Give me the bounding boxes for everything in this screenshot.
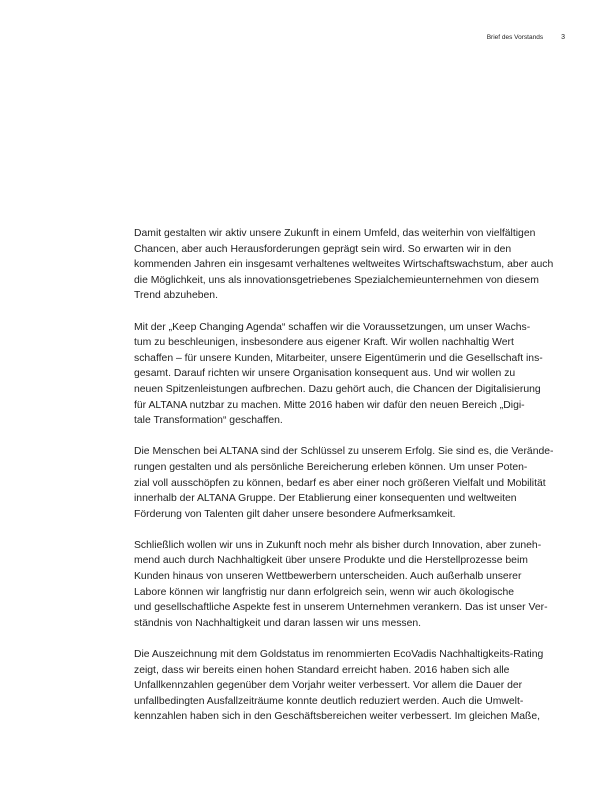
text-line: Labore können wir langfristig nur dann erfolgreich sein, wenn wir auch ökologische xyxy=(134,586,515,598)
text-line: tale Transformation“ geschaffen. xyxy=(134,415,283,427)
text-line: ständnis von Nachhaltigkeit und daran lassen wir uns messen. xyxy=(134,617,422,629)
text-line: Schließlich wollen wir uns in Zukunft noch mehr als bisher durch Innovation, aber zuneh- xyxy=(134,539,542,551)
page-number: 3 xyxy=(561,34,565,41)
text-line: und gesellschaftliche Aspekte fest in unserem Unternehmen verankern. Das ist unser Ver- xyxy=(134,602,548,614)
text-line: für ALTANA nutzbar zu machen. Mitte 2016 haben wir dafür den neuen Bereich „Digi- xyxy=(134,399,525,411)
text-line: Mit der „Keep Changing Agenda“ schaffen wir die Voraussetzungen, um unser Wachs- xyxy=(134,321,531,333)
paragraph xyxy=(134,226,554,304)
text-line: Damit gestalten wir aktiv unsere Zukunft in einem Umfeld, das weiterhin von vielfältigen xyxy=(134,228,536,239)
text-line: Kunden hinaus von unseren Wettbewerbern unterscheiden. Auch außerhalb unserer xyxy=(134,571,522,583)
paragraph xyxy=(134,444,554,522)
text-line: innerhalb der ALTANA Gruppe. Der Etablierung einer konsequenten und weltweiten xyxy=(134,493,517,505)
text-line: zeigt, dass wir bereits einen hohen Standard erreicht haben. 2016 haben sich alle xyxy=(134,664,510,676)
paragraph xyxy=(134,538,548,632)
text-line: tum zu beschleunigen, insbesondere aus eigener Kraft. Wir wollen nachhaltig Wert xyxy=(134,337,514,349)
text-line: kommenden Jahren ein insgesamt verhaltenes weltweites Wirtschaftswachstum, aber auch xyxy=(134,259,554,271)
text-line: rungen gestalten und als persönliche Bereicherung erleben können. Um unser Poten- xyxy=(134,461,528,473)
text-line: mend auch durch Nachhaltigkeit über unsere Produkte und die Herstellprozesse beim xyxy=(134,555,528,567)
text-line: Die Auszeichnung mit dem Goldstatus im renommierten EcoVadis Nachhaltigkeits-Rating xyxy=(134,649,544,661)
letter-body xyxy=(134,226,554,741)
text-line: zial voll ausschöpfen zu können, bedarf es aber einer noch größeren Vielfalt und Mobilität xyxy=(134,477,546,489)
text-line: schaffen – für unsere Kunden, Mitarbeiter, unsere Eigentümerin und die Gesellschaft ins- xyxy=(134,352,543,364)
text-line: Unfallkennzahlen gegenüber dem Vorjahr weiter verbessert. Vor allem die Dauer der xyxy=(134,680,523,692)
text-line: unfallbedingten Ausfallzeiträume konnte deutlich reduziert werden. Auch die Umwelt- xyxy=(134,695,524,707)
paragraph xyxy=(134,320,543,429)
text-line: Chancen, aber auch Herausforderungen geprägt sein wird. So erwarten wir in den xyxy=(134,243,512,255)
section-title: Brief des Vorstands xyxy=(486,34,544,41)
paragraph xyxy=(134,647,544,725)
page-header xyxy=(487,34,565,41)
text-line: Trend abzuheben. xyxy=(134,290,218,302)
text-line: kennzahlen haben sich in den Geschäftsbereichen weiter verbessert. Im gleichen Maße, xyxy=(134,711,541,723)
text-line: gesamt. Darauf richten wir unsere Organisation konsequent aus. Und wir wollen zu xyxy=(134,368,516,380)
text-line: die Möglichkeit, uns als innovationsgetriebenes Spezialchemieunternehmen von diesem xyxy=(134,274,539,286)
text-line: Förderung von Talenten gilt daher unsere besondere Aufmerksamkeit. xyxy=(134,508,456,520)
text-line: Die Menschen bei ALTANA sind der Schlüssel zu unserem Erfolg. Sie sind es, die Verände- xyxy=(134,446,554,458)
text-line: neuen Spitzenleistungen aufbrechen. Dazu gehört auch, die Chancen der Digitalisierung xyxy=(134,383,541,395)
